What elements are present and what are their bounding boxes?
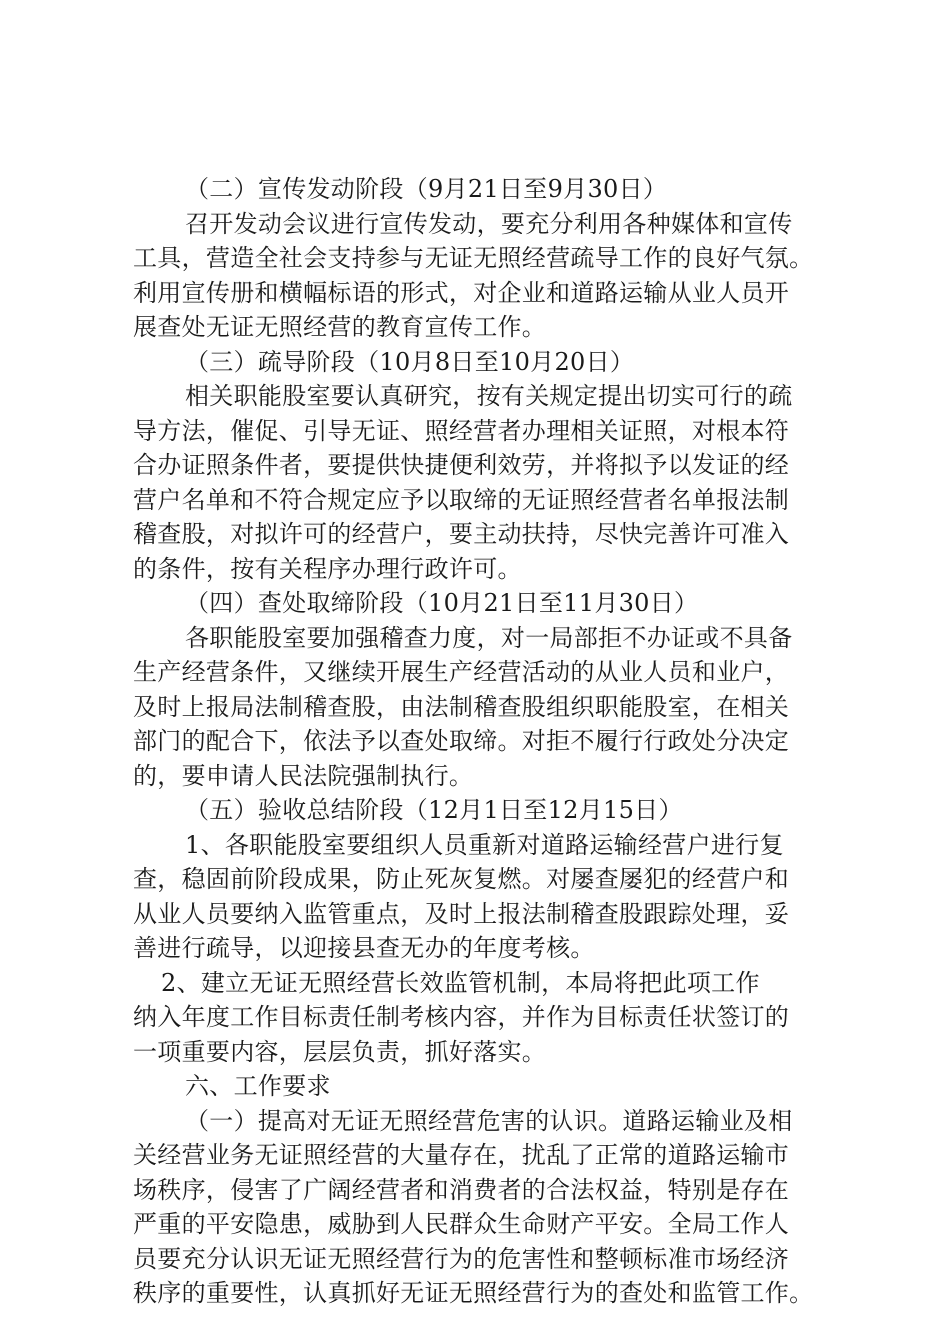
text-line: 六、工作要求 bbox=[185, 1072, 331, 1100]
text-line: 及时上报局法制稽查股，由法制稽查股组织职能股室，在相关 bbox=[133, 692, 790, 721]
document-body bbox=[133, 172, 833, 1311]
text-line: 相关职能股室要认真研究，按有关规定提出切实可行的疏 bbox=[185, 382, 793, 410]
text-line: 严重的平安隐患，威胁到人民群众生命财产平安。全局工作人 bbox=[133, 1210, 790, 1238]
text-line: 部门的配合下，依法予以查处取缔。对拒不履行行政处分决定 bbox=[133, 727, 790, 755]
text-line: 召开发动会议进行宣传发动，要充分利用各种媒体和宣传 bbox=[185, 209, 793, 238]
text-line: 稽查股，对拟许可的经营户，要主动扶持，尽快完善许可准入 bbox=[133, 520, 790, 548]
text-line: 展查处无证无照经营的教育宣传工作。 bbox=[133, 313, 547, 341]
text-line: 秩序的重要性，认真抓好无证无照经营行为的查处和监管工作。 bbox=[133, 1279, 814, 1307]
text-line: 1、各职能股室要组织人员重新对道路运输经营户进行复 bbox=[185, 830, 784, 859]
text-line: 各职能股室要加强稽查力度，对一局部拒不办证或不具备 bbox=[185, 623, 793, 652]
text-line: 纳入年度工作目标责任制考核内容，并作为目标责任状签订的 bbox=[133, 1003, 790, 1031]
text-line: 合办证照条件者，要提供快捷便利效劳，并将拟予以发证的经 bbox=[133, 451, 790, 479]
text-line: 从业人员要纳入监管重点，及时上报法制稽查股跟踪处理，妥 bbox=[133, 899, 790, 928]
text-line: 员要充分认识无证无照经营行为的危害性和整顿标准市场经济 bbox=[133, 1244, 790, 1273]
text-line: 一项重要内容，层层负责，抓好落实。 bbox=[133, 1037, 547, 1066]
text-line: 的条件，按有关程序办理行政许可。 bbox=[133, 554, 522, 583]
text-line: 2、建立无证无照经营长效监管机制，本局将把此项工作 bbox=[161, 968, 760, 997]
text-line: 查，稳固前阶段成果，防止死灰复燃。对屡查屡犯的经营户和 bbox=[133, 865, 790, 893]
text-line: 利用宣传册和横幅标语的形式，对企业和道路运输从业人员开 bbox=[133, 278, 790, 307]
text-line: 的，要申请人民法院强制执行。 bbox=[133, 761, 474, 790]
text-line: 关经营业务无证照经营的大量存在，扰乱了正常的道路运输市 bbox=[133, 1141, 790, 1169]
text-line: （五）验收总结阶段（12月1日至12月15日） bbox=[185, 796, 683, 824]
text-line: （四）查处取缔阶段（10月21日至11月30日） bbox=[185, 589, 699, 617]
text-line: （二）宣传发动阶段（9月21日至9月30日） bbox=[185, 175, 668, 203]
text-line: 场秩序，侵害了广阔经营者和消费者的合法权益，特别是存在 bbox=[133, 1175, 790, 1204]
text-line: 营户名单和不符合规定应予以取缔的无证照经营者名单报法制 bbox=[133, 485, 790, 514]
text-line: 导方法，催促、引导无证、照经营者办理相关证照，对根本符 bbox=[133, 416, 790, 445]
text-line: （三）疏导阶段（10月8日至10月20日） bbox=[185, 347, 635, 376]
text-line: 生产经营条件，又继续开展生产经营活动的从业人员和业户， bbox=[133, 658, 790, 686]
text-line: （一）提高对无证无照经营危害的认识。道路运输业及相 bbox=[185, 1106, 793, 1135]
text-line: 工具，营造全社会支持参与无证无照经营疏导工作的良好气氛。 bbox=[133, 244, 814, 272]
text-line: 善进行疏导，以迎接县查无办的年度考核。 bbox=[133, 934, 595, 962]
